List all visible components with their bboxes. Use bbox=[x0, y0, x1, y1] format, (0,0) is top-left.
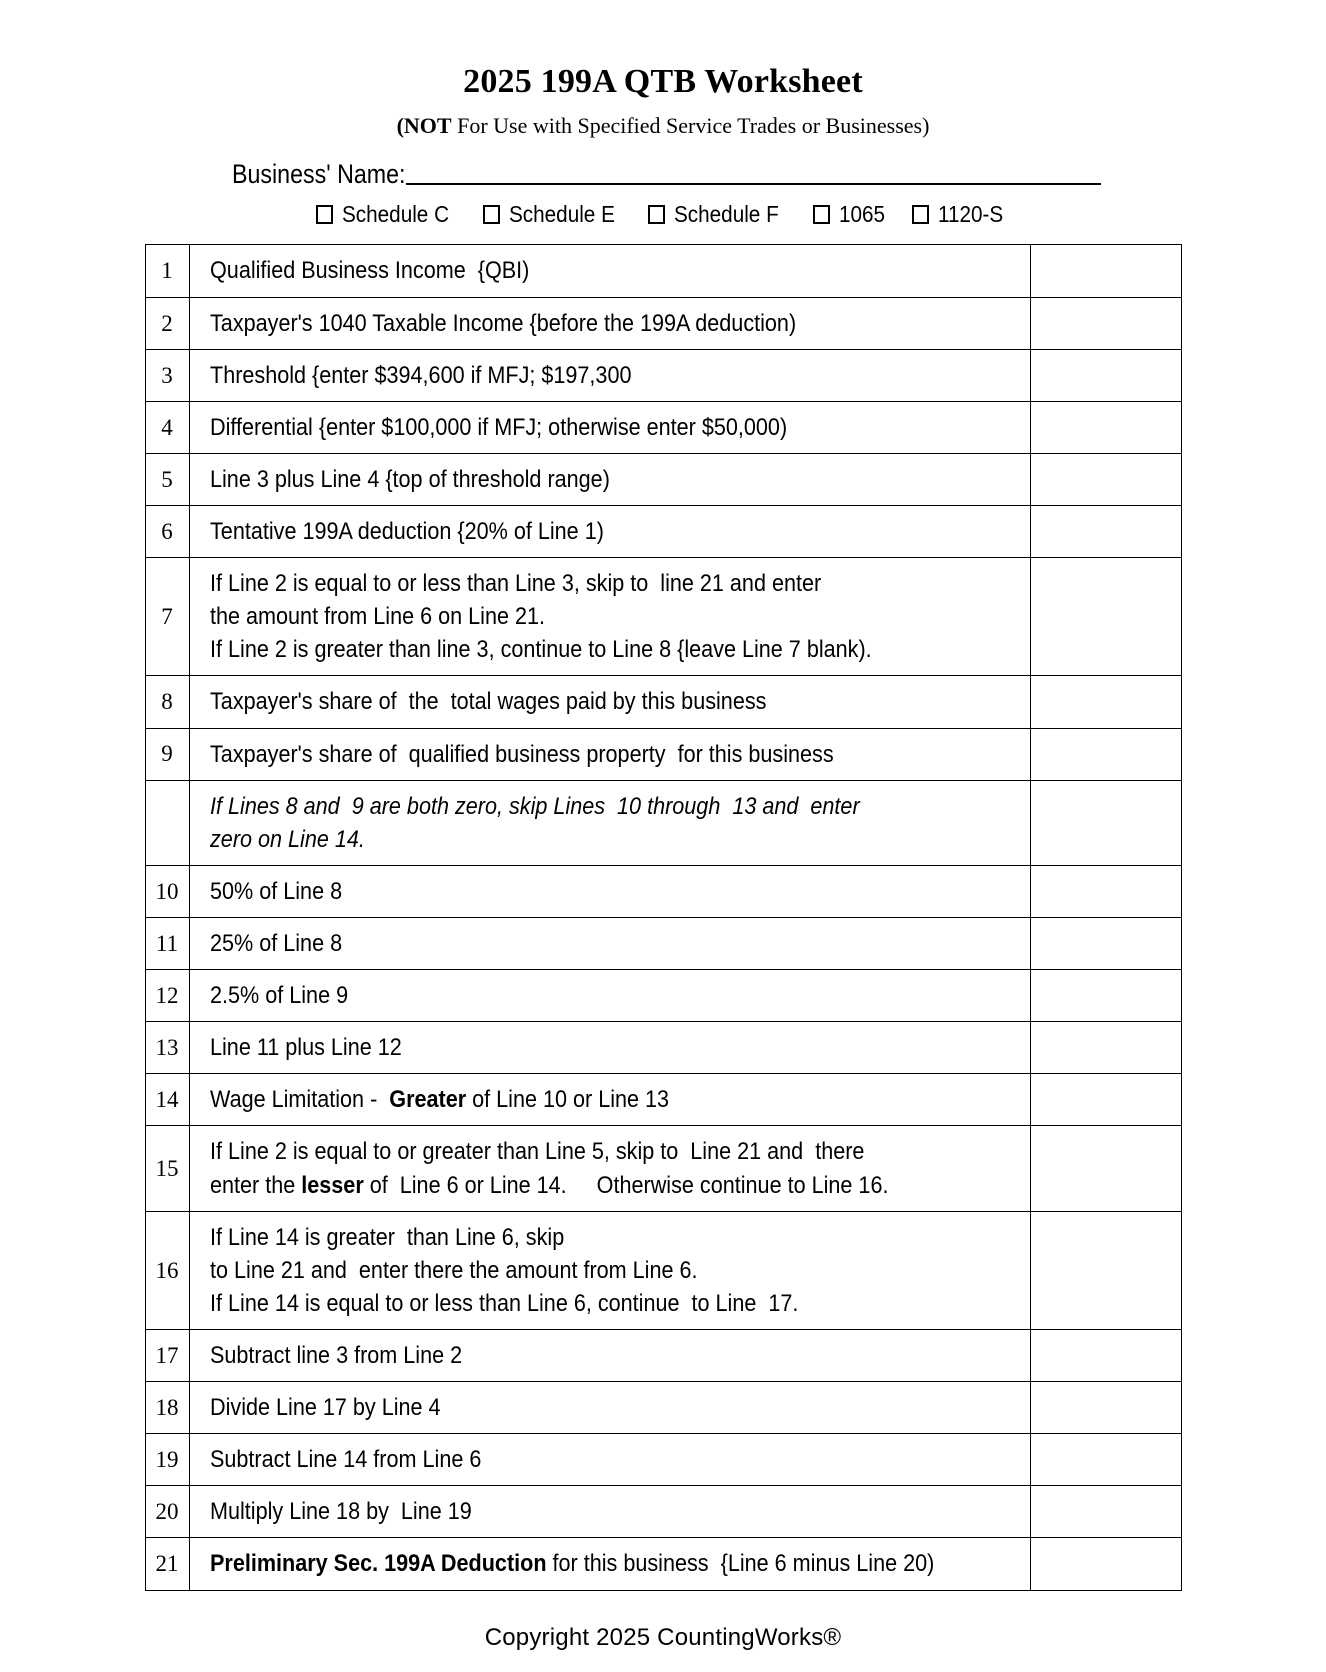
line-description-cell bbox=[189, 245, 1030, 297]
line-description-text bbox=[210, 1031, 948, 1064]
page-subtitle bbox=[0, 101, 1326, 139]
description-line bbox=[210, 1547, 948, 1580]
amount-entry-cell[interactable] bbox=[1030, 970, 1181, 1022]
plain-text: If Line 14 is greater than Line 6, skip bbox=[209, 1223, 564, 1251]
line-number-cell: 10 bbox=[145, 865, 189, 917]
table-row bbox=[145, 676, 1181, 728]
plain-text: of Line 10 or Line 13 bbox=[465, 1086, 669, 1114]
amount-entry-cell[interactable] bbox=[1030, 1382, 1181, 1434]
line-description-text bbox=[210, 790, 948, 856]
description-line bbox=[210, 1391, 948, 1424]
table-row bbox=[145, 1126, 1181, 1211]
amount-entry-cell[interactable] bbox=[1030, 1538, 1181, 1590]
plain-text: Line 11 plus Line 12 bbox=[209, 1034, 402, 1062]
description-line bbox=[210, 1135, 948, 1168]
plain-text: If Lines 8 and 9 are both zero, skip Lines 10 through 13 and enter bbox=[209, 792, 860, 820]
description-line bbox=[210, 633, 948, 666]
line-description-text bbox=[210, 515, 948, 548]
line-description-text bbox=[210, 1547, 948, 1580]
amount-entry-cell[interactable] bbox=[1030, 1486, 1181, 1538]
description-line bbox=[210, 1031, 948, 1064]
table-row bbox=[145, 453, 1181, 505]
line-number-cell: 3 bbox=[145, 349, 189, 401]
description-line bbox=[210, 875, 948, 908]
checkbox-icon[interactable] bbox=[912, 205, 929, 224]
amount-entry-cell[interactable] bbox=[1030, 918, 1181, 970]
table-row bbox=[145, 506, 1181, 558]
plain-text: enter the bbox=[209, 1171, 301, 1199]
line-number-cell: 6 bbox=[145, 506, 189, 558]
amount-entry-cell[interactable] bbox=[1030, 506, 1181, 558]
amount-entry-cell[interactable] bbox=[1030, 865, 1181, 917]
table-row bbox=[145, 1022, 1181, 1074]
description-line bbox=[210, 979, 948, 1012]
checkbox-icon[interactable] bbox=[316, 205, 333, 224]
plain-text: of Line 6 or Line 14. Otherwise continue to Line 16. bbox=[363, 1171, 888, 1199]
subtitle-rest-part: For Use with Specified Service Trades or Businesses) bbox=[451, 113, 930, 139]
description-line bbox=[210, 1287, 948, 1320]
line-description-cell bbox=[189, 918, 1030, 970]
line-description-cell bbox=[189, 970, 1030, 1022]
table-row bbox=[145, 1330, 1181, 1382]
line-number-cell: 12 bbox=[145, 970, 189, 1022]
line-description-text bbox=[210, 1495, 948, 1528]
plain-text: Differential {enter $100,000 if MFJ; otherwise enter $50,000) bbox=[209, 413, 787, 441]
copyright-footer: Copyright 2025 CountingWorks® bbox=[484, 1623, 842, 1651]
emphasis-text: Preliminary Sec. 199A Deduction bbox=[209, 1550, 547, 1578]
amount-entry-cell[interactable] bbox=[1030, 1211, 1181, 1329]
amount-entry-cell[interactable] bbox=[1030, 297, 1181, 349]
plain-text: Qualified Business Income {QBI) bbox=[209, 257, 529, 285]
subtitle-bold-part: (NOT bbox=[396, 113, 452, 139]
business-name-label: Business' Name: bbox=[232, 159, 406, 190]
line-description-cell bbox=[189, 453, 1030, 505]
line-description-cell bbox=[189, 1126, 1030, 1211]
plain-text: 50% of Line 8 bbox=[209, 877, 342, 905]
plain-text: Divide Line 17 by Line 4 bbox=[209, 1394, 441, 1422]
line-description-cell bbox=[189, 506, 1030, 558]
plain-text: If Line 14 is equal to or less than Line 6, continue to Line 17. bbox=[209, 1289, 798, 1317]
amount-entry-cell[interactable] bbox=[1030, 1434, 1181, 1486]
line-description-text bbox=[210, 738, 948, 771]
business-name-input[interactable] bbox=[406, 182, 1101, 185]
plain-text: Subtract line 3 from Line 2 bbox=[209, 1342, 462, 1369]
page-title: 2025 199A QTB Worksheet bbox=[463, 63, 863, 100]
line-number-cell: 21 bbox=[145, 1538, 189, 1590]
amount-entry-cell[interactable] bbox=[1030, 1126, 1181, 1211]
line-description-text bbox=[210, 411, 948, 444]
description-line bbox=[210, 790, 948, 823]
description-line bbox=[210, 1254, 948, 1287]
entity-checkbox-item[interactable] bbox=[483, 203, 627, 226]
line-description-text bbox=[210, 1443, 948, 1476]
amount-entry-cell[interactable] bbox=[1030, 558, 1181, 676]
emphasis-text: Greater bbox=[388, 1086, 466, 1114]
table-row bbox=[145, 1434, 1181, 1486]
entity-checkbox-label: Schedule E bbox=[508, 201, 615, 228]
amount-entry-cell[interactable] bbox=[1030, 245, 1181, 297]
plain-text: Threshold {enter $394,600 if MFJ; $197,300 bbox=[209, 361, 631, 389]
line-description-text bbox=[210, 1339, 948, 1372]
amount-entry-cell[interactable] bbox=[1030, 1074, 1181, 1126]
line-number-cell: 5 bbox=[145, 453, 189, 505]
line-number-cell: 2 bbox=[145, 297, 189, 349]
line-number-cell: 14 bbox=[145, 1074, 189, 1126]
table-row bbox=[145, 865, 1181, 917]
line-number-cell: 1 bbox=[145, 245, 189, 297]
plain-text: the amount from Line 6 on Line 21. bbox=[209, 603, 545, 631]
line-number-cell: 17 bbox=[145, 1330, 189, 1382]
line-description-text bbox=[210, 567, 948, 666]
table-row bbox=[145, 297, 1181, 349]
amount-entry-cell[interactable] bbox=[1030, 1330, 1181, 1382]
line-number-cell: 13 bbox=[145, 1022, 189, 1074]
table-row bbox=[145, 1211, 1181, 1329]
description-line bbox=[210, 823, 948, 856]
description-line bbox=[210, 463, 948, 496]
line-number-cell: 15 bbox=[145, 1126, 189, 1211]
line-number-cell: 8 bbox=[145, 676, 189, 728]
description-line bbox=[210, 685, 948, 718]
table-row bbox=[145, 780, 1181, 865]
line-description-text bbox=[210, 254, 948, 287]
plain-text: If Line 2 is equal to or less than Line 3, skip to line 21 and enter bbox=[209, 570, 821, 598]
line-description-cell bbox=[189, 401, 1030, 453]
entity-type-checkbox-group bbox=[0, 188, 1326, 226]
table-row bbox=[145, 1538, 1181, 1590]
line-description-cell bbox=[189, 1486, 1030, 1538]
plain-text: Tentative 199A deduction {20% of Line 1) bbox=[209, 518, 604, 546]
checkbox-icon[interactable] bbox=[813, 205, 830, 224]
description-line bbox=[210, 1495, 948, 1528]
plain-text: Wage Limitation - bbox=[209, 1086, 389, 1114]
line-number-cell: 16 bbox=[145, 1211, 189, 1329]
plain-text: Taxpayer's 1040 Taxable Income {before the 199A deduction) bbox=[209, 309, 796, 337]
table-row bbox=[145, 1074, 1181, 1126]
description-line bbox=[210, 1339, 948, 1372]
line-description-text bbox=[210, 359, 948, 392]
plain-text: for this business {Line 6 minus Line 20) bbox=[546, 1550, 934, 1578]
plain-text: Multiply Line 18 by Line 19 bbox=[209, 1498, 472, 1526]
entity-checkbox-item[interactable] bbox=[316, 203, 461, 226]
line-description-cell bbox=[189, 1022, 1030, 1074]
line-description-cell bbox=[189, 1074, 1030, 1126]
line-number-cell: 18 bbox=[145, 1382, 189, 1434]
line-description-cell bbox=[189, 676, 1030, 728]
line-description-cell bbox=[189, 1382, 1030, 1434]
line-description-text bbox=[210, 979, 948, 1012]
description-line bbox=[210, 411, 948, 444]
description-line bbox=[210, 1083, 948, 1116]
table-row bbox=[145, 401, 1181, 453]
line-number-cell: 9 bbox=[145, 728, 189, 780]
plain-text: Line 3 plus Line 4 {top of threshold range) bbox=[209, 465, 610, 493]
entity-checkbox-label: Schedule C bbox=[341, 201, 449, 228]
description-line bbox=[210, 1221, 948, 1254]
description-line bbox=[210, 567, 948, 600]
line-description-text bbox=[210, 1135, 948, 1201]
table-row bbox=[145, 558, 1181, 676]
plain-text: to Line 21 and enter there the amount from Line 6. bbox=[209, 1256, 698, 1284]
table-row bbox=[145, 245, 1181, 297]
line-description-cell bbox=[189, 865, 1030, 917]
line-description-text bbox=[210, 463, 948, 496]
checkbox-icon[interactable] bbox=[483, 205, 500, 224]
plain-text: 25% of Line 8 bbox=[209, 930, 342, 958]
plain-text: Taxpayer's share of the total wages paid by this business bbox=[209, 688, 766, 716]
line-number-cell: 11 bbox=[145, 918, 189, 970]
plain-text: 2.5% of Line 9 bbox=[209, 982, 348, 1010]
line-number-cell bbox=[145, 780, 189, 865]
plain-text: Subtract Line 14 from Line 6 bbox=[209, 1446, 481, 1474]
entity-checkbox-item[interactable] bbox=[813, 203, 890, 226]
table-row bbox=[145, 1382, 1181, 1434]
entity-checkbox-label: Schedule F bbox=[674, 201, 780, 228]
line-description-cell bbox=[189, 297, 1030, 349]
line-description-text bbox=[210, 307, 948, 340]
line-number-cell: 7 bbox=[145, 558, 189, 676]
entity-checkbox-item[interactable] bbox=[912, 203, 1010, 226]
plain-text: If Line 2 is equal to or greater than Line 5, skip to Line 21 and there bbox=[209, 1138, 864, 1166]
description-line bbox=[210, 738, 948, 771]
line-description-text bbox=[210, 1391, 948, 1424]
line-description-text bbox=[210, 927, 948, 960]
description-line bbox=[210, 254, 948, 287]
plain-text: Taxpayer's share of qualified business property for this business bbox=[209, 740, 834, 768]
amount-entry-cell[interactable] bbox=[1030, 676, 1181, 728]
plain-text: If Line 2 is greater than line 3, continue to Line 8 {leave Line 7 blank). bbox=[209, 636, 872, 664]
description-line bbox=[210, 1443, 948, 1476]
description-line bbox=[210, 359, 948, 392]
table-row bbox=[145, 349, 1181, 401]
line-number-cell: 19 bbox=[145, 1434, 189, 1486]
line-description-cell bbox=[189, 1211, 1030, 1329]
line-description-cell bbox=[189, 558, 1030, 676]
line-description-cell bbox=[189, 728, 1030, 780]
table-row bbox=[145, 728, 1181, 780]
line-number-cell: 4 bbox=[145, 401, 189, 453]
table-row bbox=[145, 970, 1181, 1022]
plain-text: zero on Line 14. bbox=[209, 825, 365, 853]
line-description-text bbox=[210, 875, 948, 908]
entity-checkbox-label: 1120-S bbox=[937, 201, 1004, 228]
line-number-cell: 20 bbox=[145, 1486, 189, 1538]
line-description-cell bbox=[189, 780, 1030, 865]
amount-entry-cell[interactable] bbox=[1030, 401, 1181, 453]
amount-entry-cell[interactable] bbox=[1030, 349, 1181, 401]
amount-entry-cell[interactable] bbox=[1030, 1022, 1181, 1074]
description-line bbox=[210, 515, 948, 548]
amount-entry-cell[interactable] bbox=[1030, 453, 1181, 505]
entity-checkbox-label: 1065 bbox=[838, 201, 885, 228]
line-description-cell bbox=[189, 1330, 1030, 1382]
line-description-text bbox=[210, 1083, 948, 1116]
checkbox-icon[interactable] bbox=[648, 205, 665, 224]
description-line bbox=[210, 600, 948, 633]
table-row bbox=[145, 1486, 1181, 1538]
worksheet-table bbox=[145, 244, 1182, 1590]
amount-entry-cell[interactable] bbox=[1030, 780, 1181, 865]
table-row bbox=[145, 918, 1181, 970]
description-line bbox=[210, 927, 948, 960]
description-line bbox=[210, 1169, 948, 1202]
line-description-cell bbox=[189, 1538, 1030, 1590]
line-description-text bbox=[210, 1221, 948, 1320]
line-description-cell bbox=[189, 349, 1030, 401]
amount-entry-cell[interactable] bbox=[1030, 728, 1181, 780]
line-description-cell bbox=[189, 1434, 1030, 1486]
business-name-row bbox=[0, 139, 1326, 188]
description-line bbox=[210, 307, 948, 340]
emphasis-text: lesser bbox=[300, 1171, 364, 1199]
entity-checkbox-item[interactable] bbox=[648, 203, 790, 226]
line-description-text bbox=[210, 685, 948, 718]
